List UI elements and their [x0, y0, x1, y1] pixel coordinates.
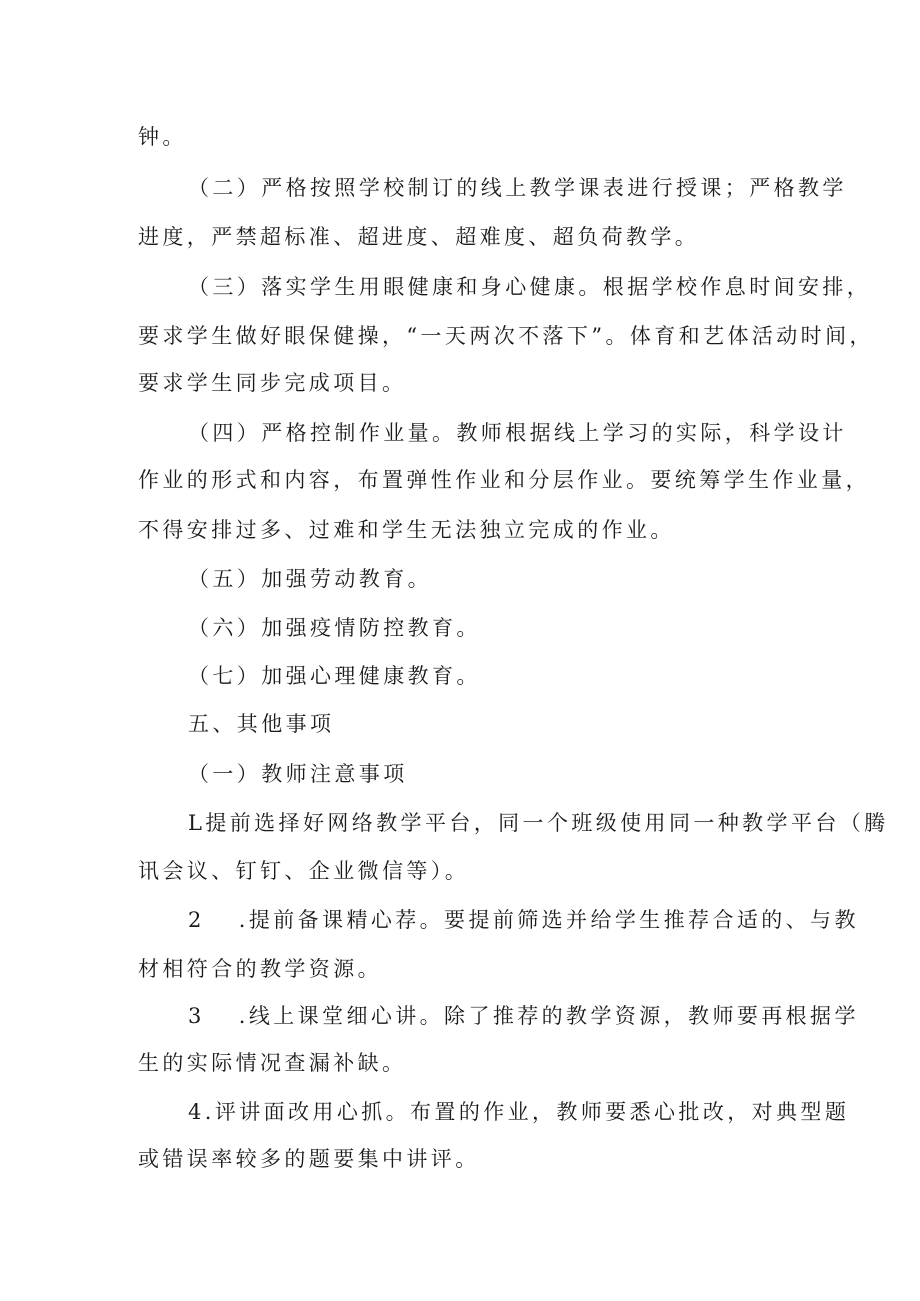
text-line-15: L提前选择好网络教学平台，同一个班级使用同一种教学平台（腾 [188, 811, 889, 835]
item-3-line-2: 生的实际情况查漏补缺。 [138, 1051, 407, 1075]
text-line-5: 要求学生做好眼保健操，“一天两次不落下”。体育和艺体活动时间， [138, 324, 874, 348]
section-heading: 五、其他事项 [188, 712, 335, 736]
text-line-3: 进度，严禁超标准、超进度、超难度、超负荷教学。 [138, 225, 700, 249]
item-text-3: .线上课堂细心讲。除了推荐的教学资源，教师要再根据学 [238, 1004, 859, 1028]
text-line-1: 钟。 [138, 125, 187, 149]
item-text-2: .提前备课精心荐。要提前筛选并给学生推荐合适的、与教 [238, 908, 859, 932]
text-line-12: （七）加强心理健康教育。 [188, 664, 481, 688]
text-line-11: （六）加强疫情防控教育。 [188, 616, 481, 640]
text-line-4: （三）落实学生用眼健康和身心健康。根据学校作息时间安排， [188, 275, 872, 299]
subsection-heading: （一）教师注意事项 [188, 762, 408, 786]
item-number-2: 2 [188, 908, 205, 932]
text-line-9: 不得安排过多、过难和学生无法独立完成的作业。 [138, 518, 675, 542]
item-3-line-1 [188, 1001, 859, 1031]
item-2-line-1 [188, 905, 859, 935]
item-4-line-1: 4.评讲面改用心抓。布置的作业，教师要悉心批改，对典型题 [188, 1100, 850, 1124]
text-line-10: （五）加强劳动教育。 [188, 567, 432, 591]
text-line-8: 作业的形式和内容，布置弹性作业和分层作业。要统筹学生作业量， [138, 468, 870, 492]
text-line-6: 要求学生同步完成项目。 [138, 371, 407, 395]
item-4-line-2: 或错误率较多的题要集中讲评。 [138, 1147, 480, 1171]
text-line-7: （四）严格控制作业量。教师根据线上学习的实际，科学设计 [188, 421, 847, 445]
text-line-16: 讯会议、钉钉、企业微信等）。 [138, 859, 470, 883]
text-line-2: （二）严格按照学校制订的线上教学课表进行授课；严格教学 [188, 176, 847, 200]
item-number-3: 3 [188, 1004, 205, 1028]
item-2-line-2: 材相符合的教学资源。 [138, 957, 382, 981]
